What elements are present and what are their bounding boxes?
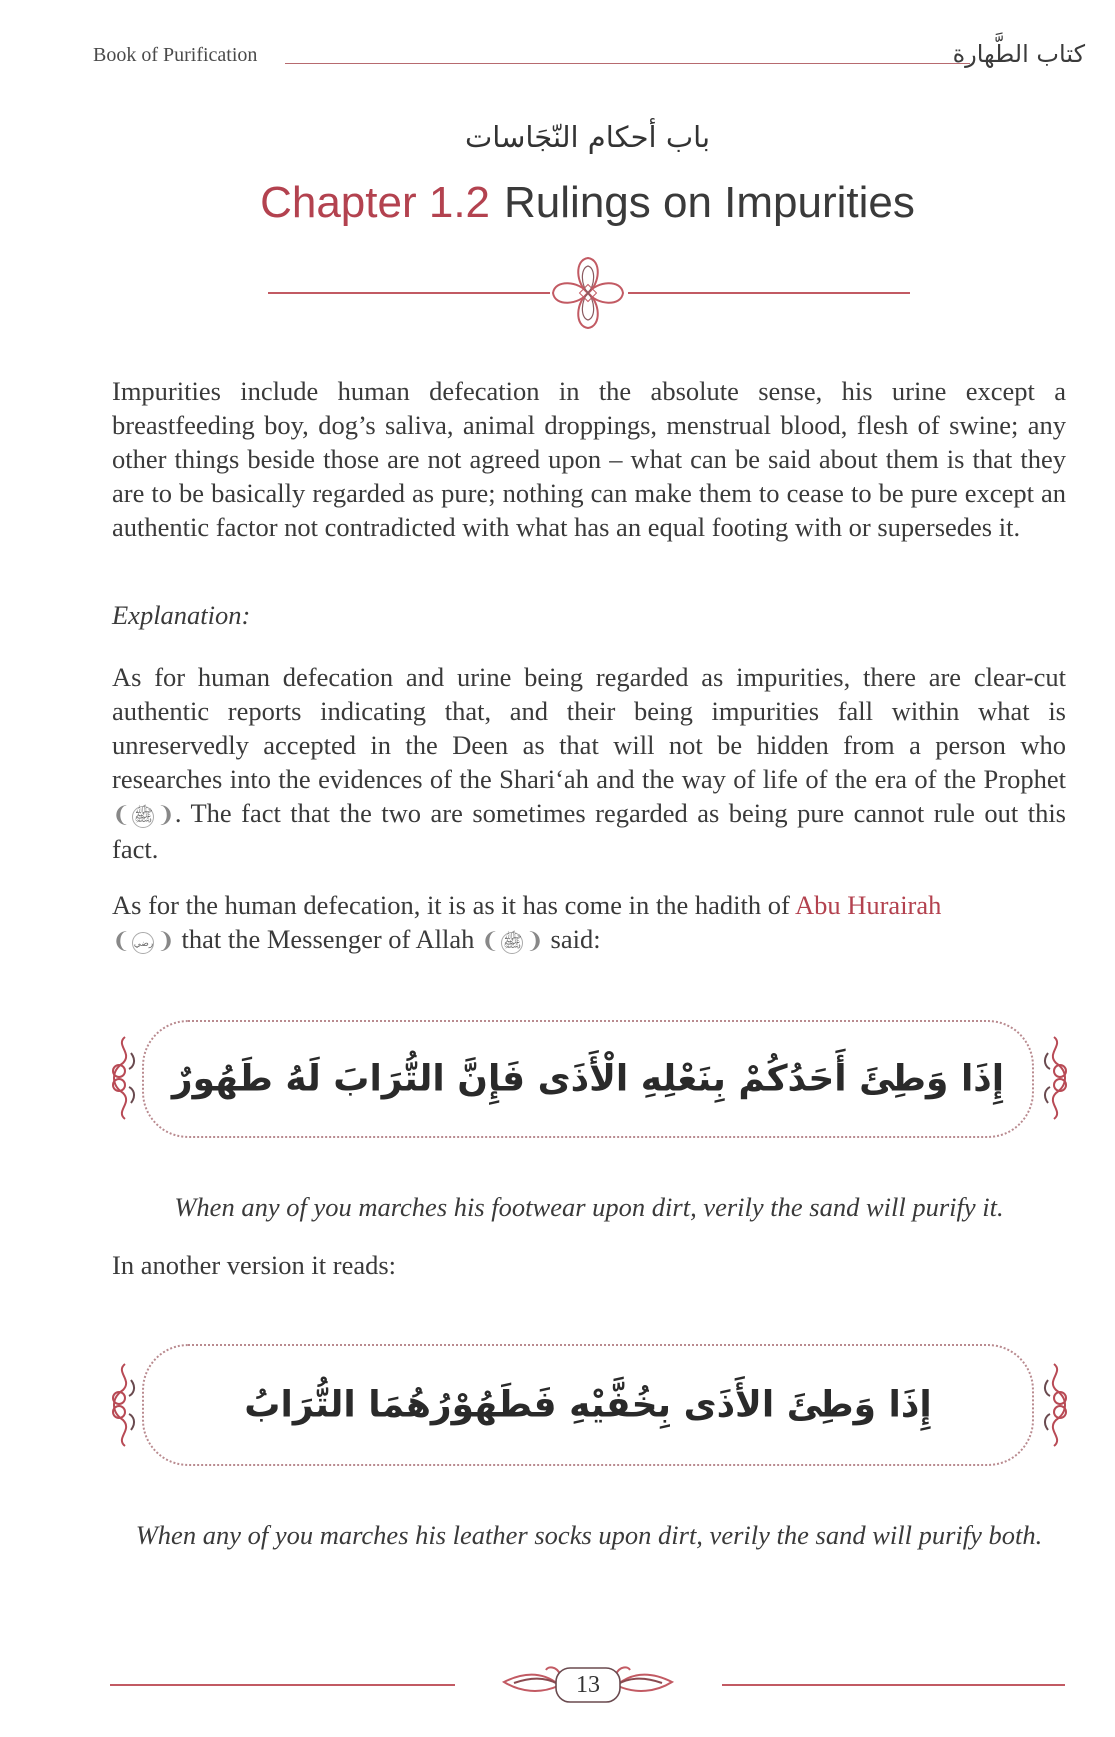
hadith-arabic-text: إِذَا وَطِئَ أَحَدُكُمْ بِنَعْلِهِ الْأَذَى فَإِنَّ التُّرَابَ لَهُ طَهُورٌ [171,1058,1005,1100]
divider-rule-left [268,292,550,294]
chapter-number: Chapter 1.2 [260,178,491,227]
paragraph-text: As for human defecation and urine being regarded as impurities, there are clear-cut authentic reports indicating that, and their being impurities fall within what is unreservedly accepted in the Deen as that will not be hidden from a person who researches into the evidences of the Shari‘ah and the way of life of the era of the Prophet [112,662,1066,794]
quatrefoil-ornament-icon [548,254,628,332]
hadith-translation: When any of you marches his footwear upon dirt, verily the sand will purify it. [174,1192,1004,1222]
running-header-book-title: Book of Purification [93,44,258,66]
scroll-ornament-right-icon [1038,1360,1072,1450]
scroll-ornament-left-icon [107,1033,141,1123]
explanation-heading: Explanation: [112,600,251,630]
paragraph-hadith-intro [112,888,1066,958]
honorific-companion-icon: ❨ رضي ❩ [112,928,175,953]
hadith-quote-box [142,1020,1034,1138]
another-version-intro: In another version it reads: [112,1250,397,1280]
footer-rule-right [722,1684,1065,1686]
divider-rule-right [628,292,910,294]
chapter-name: Rulings on Impurities [504,178,915,227]
hadith-translation: When any of you marches his leather socks upon dirt, verily the sand will purify both. [135,1520,1043,1550]
paragraph-ruling: Impurities include human defecation in the absolute sense, his urine except a breastfeeding boy, dog’s saliva, animal droppings, menstrual blood, flesh of swine; any other things beside those are not agreed upon – what can be said about them is that they are to be basically regarded as pure; nothing can make them to cease to be pure except an authentic factor not contradicted with what has an equal footing with or supersedes it. [112,376,1066,542]
hadith-quote-box [142,1344,1034,1466]
chapter-title-arabic: باب أحكام النّجَاسات [464,120,711,154]
narrator-link-abu-hurairah[interactable]: Abu Hurairah [794,890,942,920]
paragraph-text: . The fact that the two are sometimes regarded as being pure cannot rule out this fact. [112,798,1066,864]
hadith-arabic-text: إِذَا وَطِئَ الأَذَى بِخُفَّيْهِ فَطَهُوْرُهُمَا التُّرَابُ [244,1384,932,1426]
page-number: 13 [576,1672,600,1698]
header-rule [285,63,970,64]
footer-rule-left [110,1684,455,1686]
paragraph-text: As for the human defecation, it is as it has come in the hadith of [112,890,795,920]
running-header-arabic-title: كتاب الطَّهارة [952,40,1085,68]
honorific-prophet-icon: ❨ ﷺ ❩ [112,802,175,827]
scroll-ornament-right-icon [1038,1033,1072,1123]
chapter-title [0,178,1115,228]
scroll-ornament-left-icon [107,1360,141,1450]
paragraph-text: that the Messenger of Allah [174,924,482,954]
paragraph-explanation [112,660,1066,866]
honorific-prophet-icon: ❨ ﷺ ❩ [481,928,544,953]
paragraph-text: said: [543,924,601,954]
